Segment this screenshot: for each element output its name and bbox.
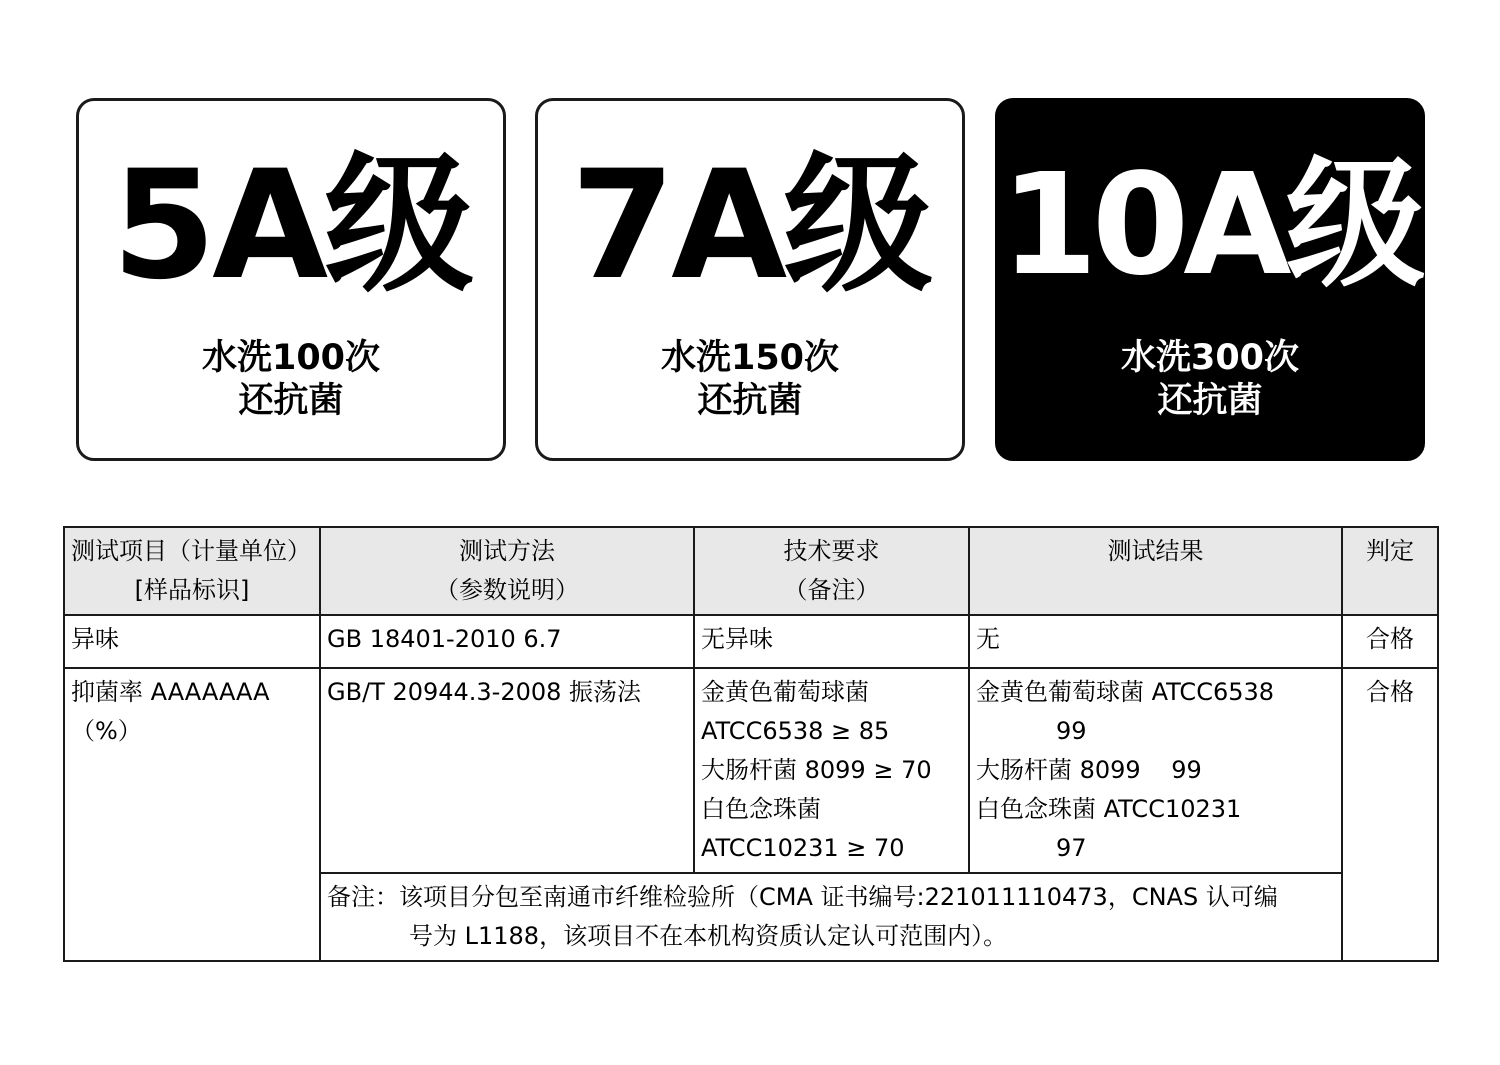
grade-description <box>998 337 1422 423</box>
header-judgement: 判定 <box>1342 527 1438 615</box>
cell-method: GB 18401-2010 6.7 <box>320 615 694 668</box>
antibacterial-text: 还抗菌 <box>697 381 803 421</box>
grade-card-5a <box>76 98 506 461</box>
cell-result: 金黄色葡萄球菌 ATCC6538 99 大肠杆菌 8099 99 白色念珠菌 ATCC10231 97 <box>969 668 1342 873</box>
grade-title: 7A级 <box>570 139 930 313</box>
test-report-table <box>63 526 1439 962</box>
grade-title: 10A级 <box>1000 144 1420 307</box>
cell-note: 备注：该项目分包至南通市纤维检验所（CMA 证书编号:221011110473，CNAS 认可编 号为 L1188，该项目不在本机构资质认定认可范围内）。 <box>320 873 1342 961</box>
cell-item: 异味 <box>64 615 320 668</box>
header-test-method: 测试方法 （参数说明） <box>320 527 694 615</box>
grade-title: 5A级 <box>111 139 471 313</box>
cell-requirement: 无异味 <box>694 615 969 668</box>
header-requirement: 技术要求 （备注） <box>694 527 969 615</box>
cell-judgement: 合格 <box>1342 615 1438 668</box>
header-test-result: 测试结果 <box>969 527 1342 615</box>
grade-card-10a <box>995 98 1425 461</box>
wash-count-text: 水洗100次 <box>201 338 381 378</box>
grade-description <box>538 337 962 423</box>
wash-count-text: 水洗150次 <box>660 338 840 378</box>
cell-method: GB/T 20944.3-2008 振荡法 <box>320 668 694 873</box>
wash-count-text: 水洗300次 <box>1120 338 1300 378</box>
antibacterial-text: 还抗菌 <box>1157 381 1263 421</box>
table-row <box>64 615 1438 668</box>
header-test-item: 测试项目（计量单位） [样品标识] <box>64 527 320 615</box>
grade-card-7a <box>535 98 965 461</box>
antibacterial-text: 还抗菌 <box>238 381 344 421</box>
table-header-row <box>64 527 1438 615</box>
cell-requirement: 金黄色葡萄球菌 ATCC6538 ≥ 85 大肠杆菌 8099 ≥ 70 白色念珠菌 ATCC10231 ≥ 70 <box>694 668 969 873</box>
cell-result: 无 <box>969 615 1342 668</box>
table-row <box>64 668 1438 873</box>
cell-item: 抑菌率 AAAAAAA （%） <box>64 668 320 961</box>
cell-judgement: 合格 <box>1342 668 1438 961</box>
grade-description <box>79 337 503 423</box>
